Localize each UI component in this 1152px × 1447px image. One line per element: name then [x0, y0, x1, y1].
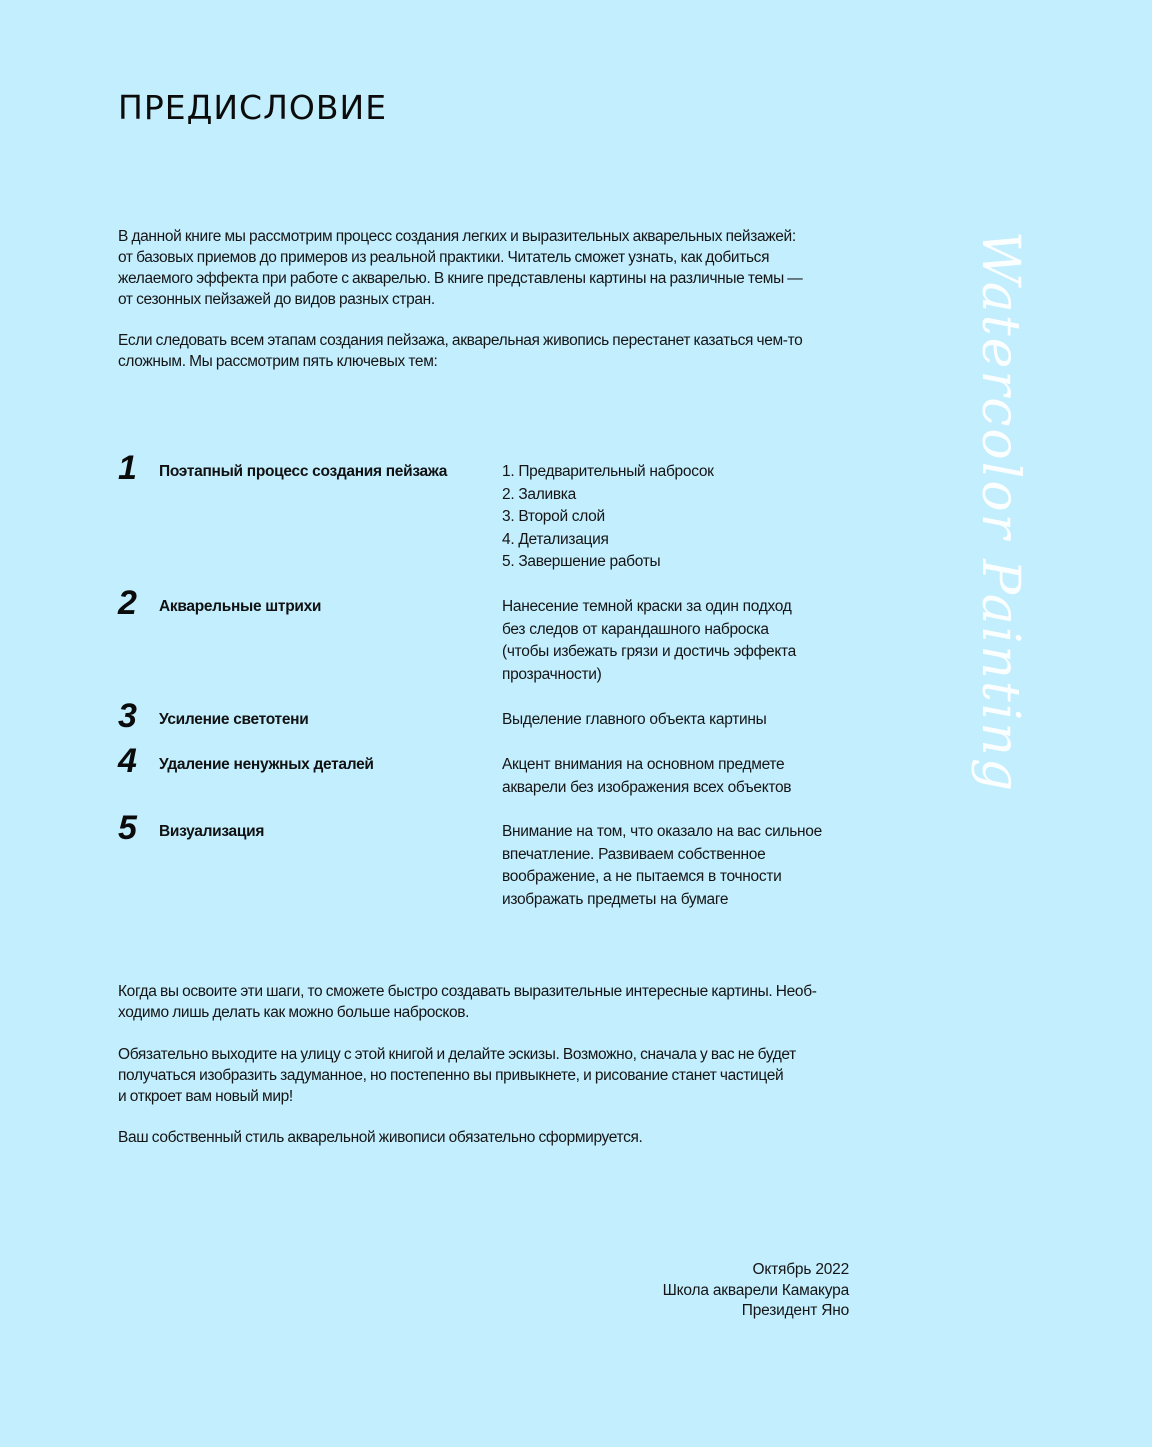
- text-line: Ваш собственный стиль акварельной живописи обязательно сформируется.: [118, 1129, 643, 1146]
- topic-description: [502, 461, 714, 574]
- text-line: (чтобы избежать грязи и достичь эффекта: [502, 643, 796, 661]
- text-line: Акцент внимания на основном предмете: [502, 756, 785, 773]
- topic-title: Визуализация: [159, 823, 265, 840]
- text-line: желаемого эффекта при работе с акварелью. В книге представлены картины на различные темы —: [118, 270, 803, 287]
- text-line: 1. Предварительный набросок: [502, 463, 714, 480]
- signature-author: Президент Яно: [741, 1302, 849, 1319]
- page-title: ПРЕДИСЛОВИЕ: [118, 88, 388, 127]
- intro-paragraph-1: [118, 226, 858, 310]
- text-line: Если следовать всем этапам создания пейзажа, акварельная живопись перестанет казаться чем-то: [118, 332, 803, 349]
- signature-block: [663, 1260, 849, 1322]
- topic-title: Акварельные штрихи: [159, 598, 322, 615]
- text-line: 2. Заливка: [502, 485, 576, 503]
- text-line: Внимание на том, что оказало на вас сильное: [502, 823, 822, 840]
- topic-title: Усиление светотени: [159, 711, 309, 728]
- text-line: Обязательно выходите на улицу с этой книгой и делайте эскизы. Возможно, сначала у вас не будет: [118, 1046, 796, 1063]
- side-script-label: Watercolor Painting: [970, 230, 1030, 794]
- topic-number: 2: [118, 584, 137, 622]
- topic-description: [502, 596, 796, 686]
- text-line: воображение, а не пытаемся в точности: [502, 868, 782, 886]
- text-line: акварели без изображения всех объектов: [502, 778, 792, 796]
- closing-paragraph-1: [118, 981, 858, 1023]
- text-line: без следов от карандашного наброска: [502, 620, 769, 638]
- topic-title: Удаление ненужных деталей: [159, 756, 374, 773]
- text-line: от сезонных пейзажей до видов разных стран.: [118, 291, 435, 308]
- text-line: впечатление. Развиваем собственное: [502, 845, 766, 863]
- topic-description: [502, 754, 791, 799]
- topic-description: [502, 709, 766, 732]
- text-line: получаться изобразить задуманное, но постепенно вы привыкнете, и рисование станет частицей: [118, 1067, 784, 1084]
- text-line: Нанесение темной краски за один подход: [502, 598, 792, 615]
- text-line: изображать предметы на бумаге: [502, 890, 729, 908]
- text-line: прозрачности): [502, 665, 602, 683]
- text-line: Выделение главного объекта картины: [502, 711, 767, 728]
- signature-date: Октябрь 2022: [752, 1261, 849, 1278]
- text-line: и откроет вам новый мир!: [118, 1088, 293, 1105]
- text-line: В данной книге мы рассмотрим процесс создания легких и выразительных акварельных пейзажей:: [118, 228, 796, 245]
- topic-description: [502, 821, 822, 911]
- closing-paragraph-3: [118, 1127, 858, 1148]
- text-line: от базовых приемов до примеров из реальной практики. Читатель сможет узнать, как добиться: [118, 249, 770, 266]
- text-line: сложным. Мы рассмотрим пять ключевых тем:: [118, 353, 438, 370]
- closing-paragraph-2: [118, 1044, 858, 1107]
- topic-title: Поэтапный процесс создания пейзажа: [159, 463, 448, 480]
- text-line: 3. Второй слой: [502, 508, 605, 526]
- text-line: 5. Завершение работы: [502, 553, 661, 571]
- text-line: Когда вы освоите эти шаги, то сможете быстро создавать выразительные интересные картины. Необ-: [118, 983, 817, 1000]
- topic-number: 4: [118, 742, 137, 780]
- intro-paragraph-2: [118, 330, 858, 372]
- topic-number: 1: [118, 449, 137, 487]
- text-line: ходимо лишь делать как можно больше набросков.: [118, 1004, 470, 1021]
- text-line: 4. Детализация: [502, 530, 609, 548]
- topic-number: 5: [118, 809, 137, 847]
- topic-number: 3: [118, 697, 137, 735]
- signature-organization: Школа акварели Камакура: [662, 1281, 849, 1299]
